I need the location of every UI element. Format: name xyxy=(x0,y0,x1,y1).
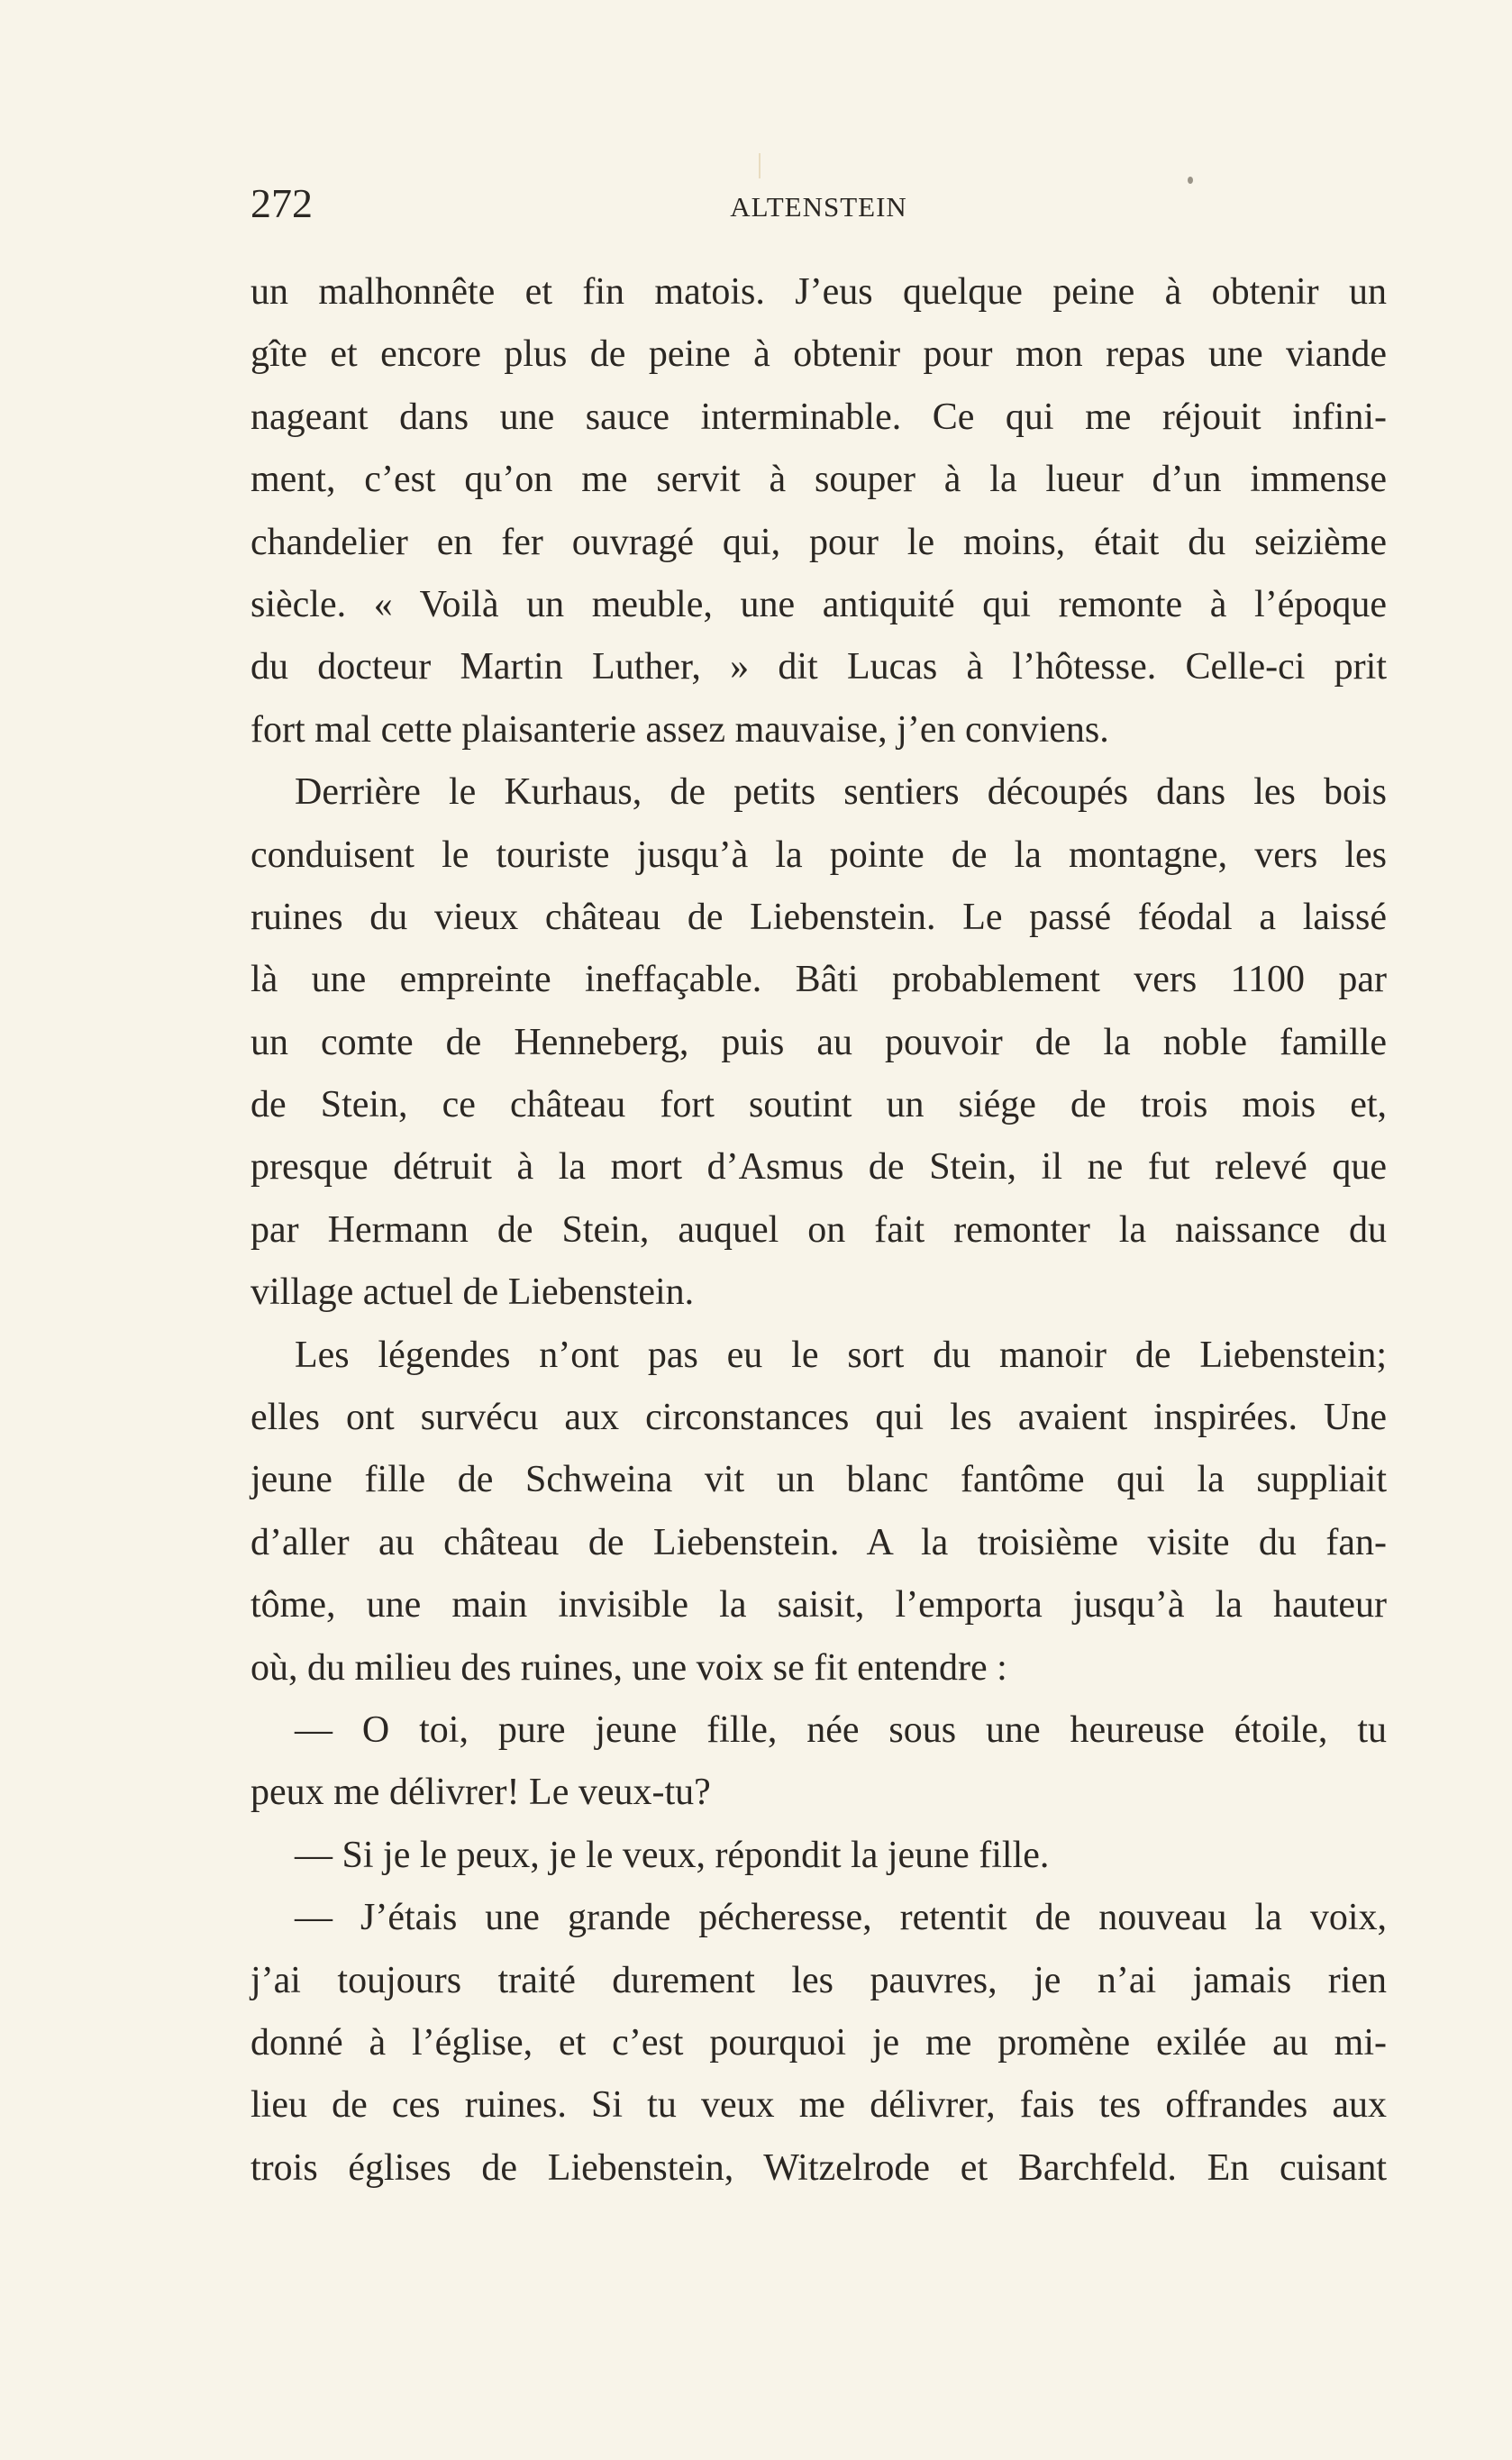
text-line: fort mal cette plaisanterie assez mauvaise, j’en conviens. xyxy=(250,708,1109,751)
text-line: elles ont survécu aux circonstances qui les avaient inspirées. Une xyxy=(250,1397,1387,1439)
page-header xyxy=(250,177,1387,231)
paragraph xyxy=(250,1325,1387,1699)
text-line: Les légendes n’ont pas eu le sort du manoir de Liebenstein; xyxy=(295,1334,1387,1376)
text-line: du docteur Martin Luther, » dit Lucas à l’hôtesse. Celle-ci prit xyxy=(250,646,1387,688)
text-line: Derrière le Kurhaus, de petits sentiers découpés dans les bois xyxy=(295,771,1387,814)
text-line: par Hermann de Stein, auquel on fait remonter la naissance du xyxy=(250,1208,1387,1251)
paragraph xyxy=(250,761,1387,1325)
text-line: — O toi, pure jeune fille, née sous une heureuse étoile, tu xyxy=(295,1708,1387,1751)
paragraph xyxy=(250,1699,1387,1825)
paragraph xyxy=(250,1825,1387,1887)
body-text xyxy=(250,261,1387,2200)
text-line: lieu de ces ruines. Si tu veux me délivrer, fais tes offrandes aux xyxy=(250,2084,1387,2127)
text-line: nageant dans une sauce interminable. Ce qui me réjouit infini- xyxy=(250,396,1387,438)
text-line: — J’étais une grande pécheresse, retentit de nouveau la voix, xyxy=(295,1897,1387,1939)
paper-mark xyxy=(759,153,761,178)
text-line: siècle. « Voilà un meuble, une antiquité qui remonte à l’époque xyxy=(250,583,1387,625)
text-line: de Stein, ce château fort soutint un siége de trois mois et, xyxy=(250,1084,1387,1126)
text-line: jeune fille de Schweina vit un blanc fantôme qui la suppliait xyxy=(250,1459,1387,1501)
text-line: un comte de Henneberg, puis au pouvoir de la noble famille xyxy=(250,1021,1387,1063)
paragraph xyxy=(250,261,1387,761)
text-line: ment, c’est qu’on me servit à souper à la lueur d’un immense xyxy=(250,459,1387,501)
text-line: un malhonnête et fin matois. J’eus quelque peine à obtenir un xyxy=(250,271,1387,313)
text-line: chandelier en fer ouvragé qui, pour le moins, était du seizième xyxy=(250,521,1387,563)
text-line: presque détruit à la mort d’Asmus de Stein, il ne fut relevé que xyxy=(250,1146,1387,1189)
text-line: peux me délivrer! Le veux-tu? xyxy=(250,1772,711,1814)
text-line: donné à l’église, et c’est pourquoi je me promène exilée au mi- xyxy=(250,2021,1387,2064)
text-line: trois églises de Liebenstein, Witzelrode et Barchfeld. En cuisant xyxy=(250,2146,1387,2189)
text-line: tôme, une main invisible la saisit, l’emporta jusqu’à la hauteur xyxy=(250,1584,1387,1626)
text-line: gîte et encore plus de peine à obtenir pour mon repas une viande xyxy=(250,333,1387,376)
running-title: ALTENSTEIN xyxy=(730,191,907,223)
text-line: d’aller au château de Liebenstein. A la troisième visite du fan- xyxy=(250,1521,1387,1563)
text-line: village actuel de Liebenstein. xyxy=(250,1271,695,1314)
paragraph xyxy=(250,1887,1387,2200)
text-line: là une empreinte ineffaçable. Bâti probablement vers 1100 par xyxy=(250,959,1387,1001)
text-line: conduisent le touriste jusqu’à la pointe de la montagne, vers les xyxy=(250,834,1387,876)
text-line: j’ai toujours traité durement les pauvres, je n’ai jamais rien xyxy=(250,1959,1387,2001)
text-line: — Si je le peux, je le veux, répondit la jeune fille. xyxy=(295,1834,1050,1876)
text-line: ruines du vieux château de Liebenstein. Le passé féodal a laissé xyxy=(250,896,1387,938)
page-number: 272 xyxy=(250,180,313,226)
text-line: où, du milieu des ruines, une voix se fit entendre : xyxy=(250,1646,1007,1689)
